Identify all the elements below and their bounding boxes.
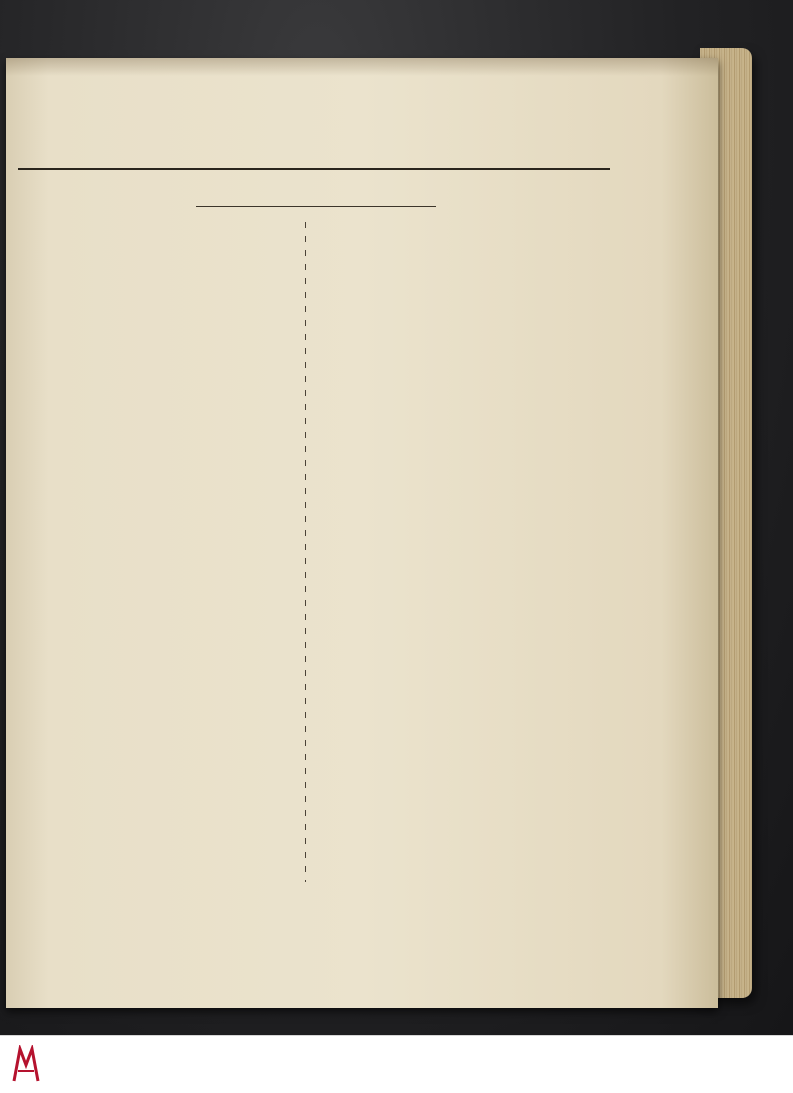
drop-capital — [20, 221, 52, 255]
column-divider — [305, 222, 306, 882]
viewer-footer-bar — [0, 1035, 793, 1093]
running-header — [22, 134, 612, 168]
header-rule — [18, 168, 610, 170]
page-shadow — [6, 58, 718, 76]
university-logo-icon[interactable] — [12, 1045, 40, 1083]
book-page — [6, 58, 718, 1008]
title-underline — [196, 206, 436, 207]
left-column — [20, 219, 298, 255]
